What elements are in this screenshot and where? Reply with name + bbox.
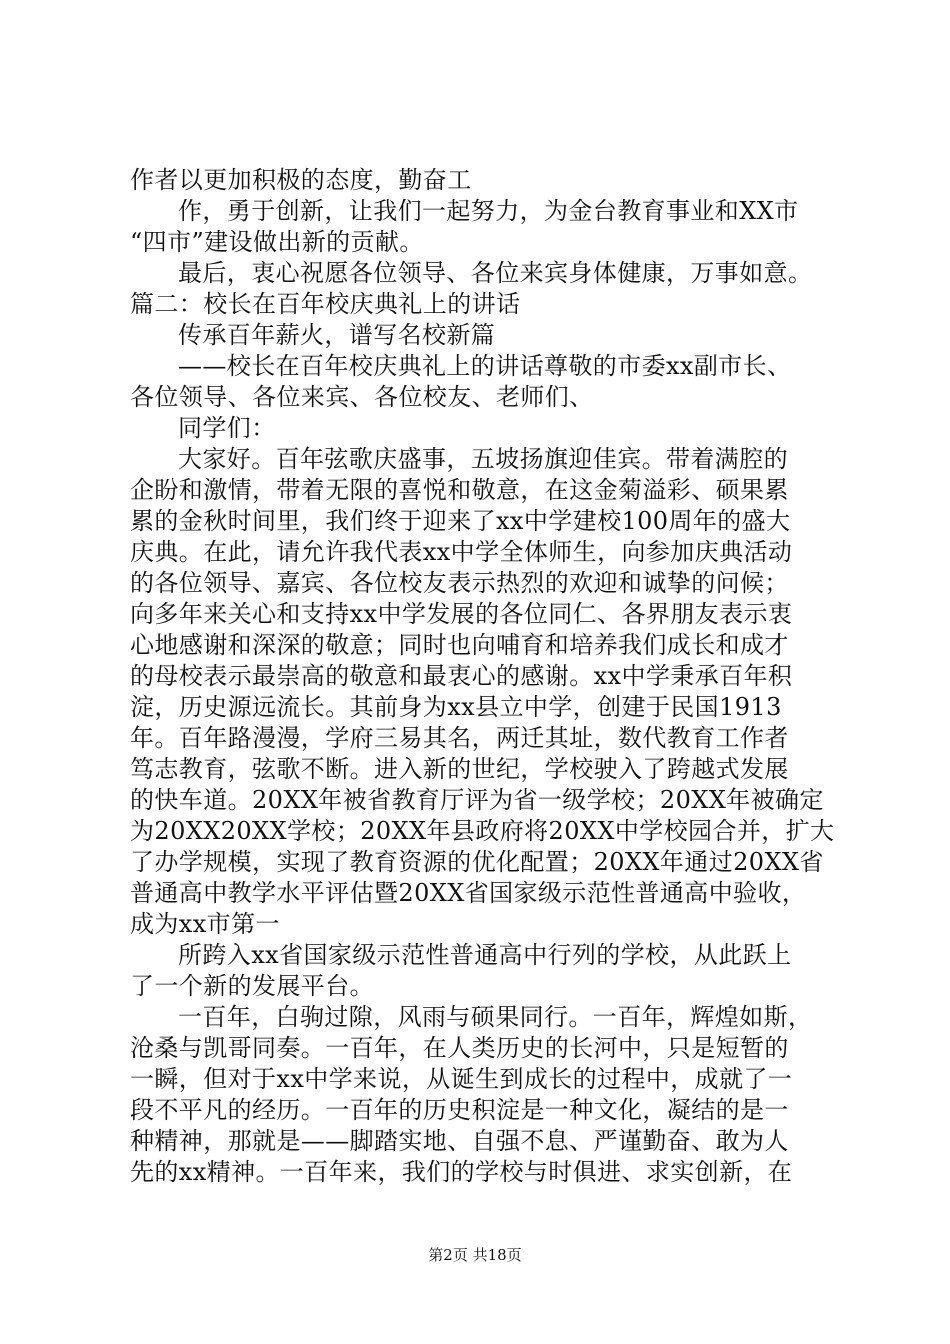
text-line: 成为xx市第一 (130, 910, 280, 938)
text-line: 的各位领导、嘉宾、各位校友表示热烈的欢迎和诚挚的问候； (130, 569, 789, 597)
text-line: “四市”建设做出新的贡献。 (130, 228, 424, 256)
text-line: 先的xx精神。一百年来，我们的学校与时俱进、求实创新，在 (130, 1158, 793, 1186)
text-line: 传承百年薪火，谱写名校新篇 (178, 321, 496, 349)
text-line: 最后，衷心祝愿各位领导、各位来宾身体健康，万事如意。 (178, 259, 813, 287)
text-line: 一百年，白驹过隙，风雨与硕果同行。一百年，辉煌如斯， (178, 1003, 813, 1031)
text-line: 心地感谢和深深的敬意；同时也向哺育和培养我们成长和成才 (130, 631, 789, 659)
text-line: ——校长在百年校庆典礼上的讲话尊敬的市委xx副市长、 (178, 352, 792, 380)
text-line: 作，勇于创新，让我们一起努力，为金台教育事业和XX市 (178, 197, 799, 225)
text-line: 作者以更加积极的态度，勤奋工 (130, 166, 472, 194)
text-line: 大家好。百年弦歌庆盛事，五坡扬旗迎佳宾。带着满腔的 (178, 445, 788, 473)
text-line: 一瞬，但对于xx中学来说，从诞生到成长的过程中，成就了一 (130, 1065, 793, 1093)
text-line: 为20XX20XX学校；20XX年县政府将20XX中学校园合并，扩大 (130, 817, 835, 845)
text-line: 沧桑与凯哥同奏。一百年，在人类历史的长河中，只是短暂的 (130, 1034, 789, 1062)
text-line: 所跨入xx省国家级示范性普通高中行列的学校，从此跃上 (178, 941, 792, 969)
text-line: 同学们： (178, 414, 276, 442)
text-line: 淀，历史源远流长。其前身为xx县立中学，创建于民国1913 (130, 693, 782, 721)
page-footer: 第2页 共18页 (428, 1246, 522, 1264)
text-line: 普通高中教学水平评估暨20XX省国家级示范性普通高中验收， (130, 879, 807, 907)
text-line: 累的金秋时间里，我们终于迎来了xx中学建校100周年的盛大 (130, 507, 791, 535)
text-line: 的快车道。20XX年被省教育厅评为省一级学校；20XX年被确定 (130, 786, 824, 814)
text-line: 年。百年路漫漫，学府三易其名，两迁其址，数代教育工作者 (130, 724, 789, 752)
text-line: 了一个新的发展平台。 (130, 972, 374, 1000)
text-line: 笃志教育，弦歌不断。进入新的世纪，学校驶入了跨越式发展 (130, 755, 789, 783)
text-line: 了办学规模，实现了教育资源的优化配置；20XX年通过20XX省 (130, 848, 824, 876)
text-line: 段不平凡的经历。一百年的历史积淀是一种文化，凝结的是一 (130, 1096, 789, 1124)
text-line: 企盼和激情，带着无限的喜悦和敬意，在这金菊溢彩、硕果累 (130, 476, 789, 504)
text-line: 向多年来关心和支持xx中学发展的各位同仁、各界朋友表示衷 (130, 600, 793, 628)
text-line: 篇二：校长在百年校庆典礼上的讲话 (130, 290, 521, 318)
text-line: 各位领导、各位来宾、各位校友、老师们、 (130, 383, 594, 411)
text-line: 的母校表示最崇高的敬意和最衷心的感谢。xx中学秉承百年积 (130, 662, 793, 690)
document-body (130, 165, 850, 1188)
text-line: 庆典。在此，请允许我代表xx中学全体师生，向参加庆典活动 (130, 538, 793, 566)
text-line: 种精神，那就是——脚踏实地、自强不息、严谨勤奋、敢为人 (130, 1127, 789, 1155)
